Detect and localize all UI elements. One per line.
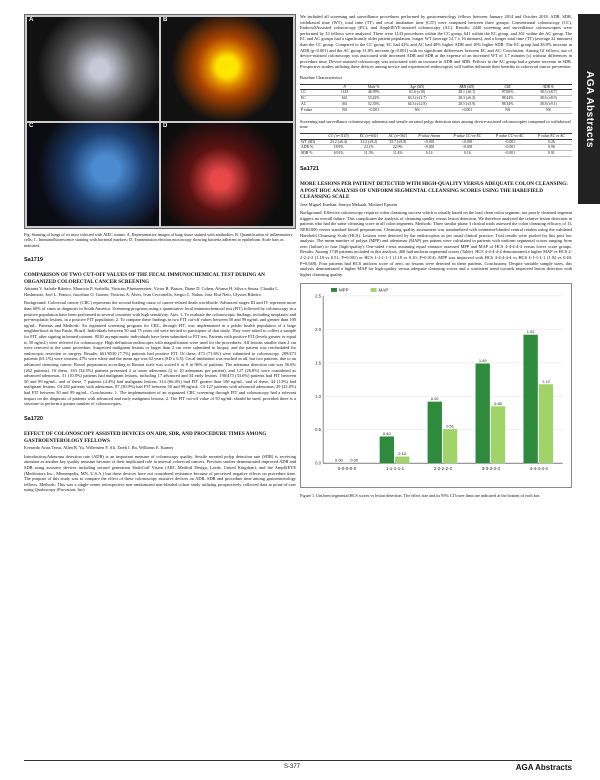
figure-panel-d bbox=[161, 123, 293, 226]
bar-map bbox=[395, 457, 409, 464]
table-cell: 641 bbox=[333, 96, 357, 102]
x-tick-label: 2-2-2-2-2 bbox=[433, 466, 453, 472]
abstract-title: MORE LESIONS PER PATIENT DETECTED WITH HIGH-QUALITY VERSUS ADEQUATE COLON CLEANSING: A POST HOC ANALYSIS OF UNIFORM SEGMENTAL CLEANSING SCORES USING THE HAREFIELD CLEANSING SCALE bbox=[300, 181, 568, 201]
table-cell: 11.3% bbox=[354, 151, 383, 157]
table-cell: 23.2 (±6.4) bbox=[323, 139, 355, 145]
table-cell: 18.9% bbox=[323, 145, 355, 151]
legend-swatch bbox=[331, 288, 337, 292]
table-cell: 6.91% bbox=[323, 151, 355, 157]
table-cell: 0.16 bbox=[446, 151, 488, 157]
table-cell: 0.96 bbox=[531, 145, 572, 151]
abstract-title: EFFECT OF COLONOSCOPY ASSISTED DEVICES ON ADR, SDR, AND PROCEDURE TIMES AMONG GASTROENTEROLOGY FELLOWS bbox=[24, 431, 267, 444]
table-header: AC (n=361) bbox=[383, 133, 412, 139]
data-label: 0.85 bbox=[494, 401, 502, 407]
panel-label: A bbox=[29, 17, 34, 23]
bar-map bbox=[491, 407, 505, 464]
table-cell: SDR % bbox=[300, 151, 323, 157]
panel-label: D bbox=[163, 123, 168, 129]
table-cell: 52.35% bbox=[356, 101, 391, 107]
abstract-body: Introduction:Adenoma detection rate (ADR) is an important measure of colonoscopy quality. Sessile serrated polyp detection rate (SDR) is receiving attention as another key quality measure because of their implicated role in interval colorectal cancers. Previous studies demonstrated improved ADR and SDR using assistive devices including second generation EndoCuff Vision (ARC Medical Design, Leeds, United Kingdom), and the AmplifEYE (Medivators Inc., Minneapolis, MN, U.S.A.) but these devices have not considered resistance because of perceived negative effects on procedure time. The purpose of this study was to compare the effect of these colonoscopy assistive devices on ADR, SDR and procedure time among gastroenterology fellows. Methods: This was a single-center retrospective non-randomized non-blinded cohort study utilizing prospectively collected data at point-of-care using Qualoscopy (Provation, Inc). bbox=[24, 453, 296, 493]
table-cell: 11.4% bbox=[383, 151, 412, 157]
table-header: EC (n=641) bbox=[354, 133, 383, 139]
table-cell: 31.2 (±9.2) bbox=[354, 139, 383, 145]
y-tick-label: 0.0 bbox=[314, 461, 322, 467]
table-cell: <0.001 bbox=[446, 139, 488, 145]
panel-label: B bbox=[163, 17, 168, 23]
detection-rate-table bbox=[300, 133, 572, 157]
abstract-body: Background: Effective colonoscopy requires colon cleansing success which is usually based on the lead clean colon segment, not poorly cleansed segment triggers an overall failure. This complicates the analysis of cleansing quality versus lesion detection. We therefore analyzed the relative lesion detection in patients who had the same cleansing score in all colon segments. Methods: Three similar phase 3 clinical trials assessed the colon cleansing efficacy of 1L NER1006 versus standard bowel preparations. Cleansing quality assessment was standardized with treatment-blinded central readers using the validated Harefield Cleansing Scale (HCS). Lesions were detected by the endoscopists as per usual clinical practice. Trial results were pooled for this post hoc analysis. The mean number of polyps (MPP) and adenomas (MAP) per patient were calculated in patients with uniform segmental scores ranging from zero (failure) to four (high-quality). One-sided t-tests assuming equal variance assessed MPP and MAP of HCS 4-4-4-4-4 versus lower score groups. Results: Among 1749 patients included in this analysis, 468 had uniform segmental scores (Table). HCS 4-4-4-4-4 demonstrated a higher MAP vs HCS 2-2-2-2-2 (1.18 vs 0.51; P=0.001) or HCS 1-1-1-1-1 (1.18 vs 0.10; P=0.014). MPP was improved with HCS 4-4-4-4-4 vs HCS 1-1-1-1-1 (1.92 vs 0.40; P=0.048). Four patients had HCS uniform score of zero, no lesions were detected in these patients. Conclusions: Despite variable sample sizes, this analysis demonstrated a higher MAP for high-quality versus adequate cleansing scores and a consistent trend towards improved lesion detection with higher cleansing quality. bbox=[300, 210, 572, 277]
table-cell: 63.3 (±12.7) bbox=[391, 96, 443, 102]
table-label: Baseline Characteristics bbox=[300, 74, 343, 80]
legend-label: MPP bbox=[338, 287, 349, 293]
abstract-id: Sa1720 bbox=[24, 415, 43, 422]
table-header: N bbox=[333, 84, 357, 90]
table-header: P value Anova bbox=[412, 133, 446, 139]
table-cell: 98.44% bbox=[490, 96, 524, 102]
table-header: P value CC-vs-EC bbox=[446, 133, 488, 139]
table-cell: 61.6 (±10) bbox=[391, 90, 443, 96]
data-label: 0.40 bbox=[382, 431, 391, 437]
legend-swatch bbox=[371, 288, 377, 292]
microscopy-figure bbox=[24, 14, 296, 229]
table-cell: <0.001 bbox=[489, 139, 531, 145]
abstract-body-continued: We included all screening and surveillance procedures performed by gastroenterology fellows between January 2014 and October 2018. ADR, SDR, withdrawal time (WT), total time (TT) and cecal intubation time (CIT) were compared between three groups: Conventional colonoscopy (CC), EndocuffAssisted colonoscopy (EC), and AmplifEYE-assisted colonoscopy (AC). Results: 2440 screening and surveillance colonoscopies were performed by 33 fellows were analyzed. There were 1143 procedures within the CC group, 641 within the EC group, and 361 within the AC group. The EC and AC groups had a significantly older patient population, longer WT (average 12.7 ± 16 minutes), and a longer total time (TT) (average 22 minutes) than the CC group. Compared to the CC group, EC had 42% and AC had 48% higher ADR and 10% higher SDR. The EC group had 28.8% increase in ADR (p<0.001) and the AC group 31.8% increase (p<0.001) with no significant differences between EC and AC. Conclusion: Among GI fellows, use of device-assisted colonoscopy was associated with increased ADR and SDR at the expense of an increased WT of 1.7 minutes (c) without differences in procedure time. Device-assisted colonoscopy was associated with an increase in ADR and SDR. Fellows in the AC group had a greater increase in SDR. Prospective studies utilizing these devices among novice and experienced endoscopists will further delineate their benefits in colorectal cancer prevention. bbox=[300, 14, 572, 70]
table-header: Male % bbox=[356, 84, 391, 90]
abstract-authors: Jose Miguel Esteban, Soniya Mekaali, Michael Epstein bbox=[300, 201, 398, 207]
x-tick-label: 3-3-3-3-3 bbox=[481, 466, 500, 472]
table-header: CIR bbox=[490, 84, 524, 90]
data-label: 0.92 bbox=[430, 396, 439, 402]
table-cell: <0.001 bbox=[489, 145, 531, 151]
figure-panel-b bbox=[161, 17, 293, 121]
abstract-id: Sa1719 bbox=[24, 256, 43, 263]
bar-mpp bbox=[523, 335, 537, 464]
section-tab-label: AGA Abstracts bbox=[583, 70, 595, 148]
y-tick-label: 1.0 bbox=[314, 394, 322, 400]
abstract-title: COMPARISON OF TWO CUT-OFF VALUES OF THE FECAL IMMUNOCHEMICAL TEST DURING AN ORGANIZED COLORECTAL CANCER SCREENING bbox=[24, 272, 265, 285]
bar-map bbox=[443, 430, 457, 464]
table-cell: 22.9% bbox=[383, 145, 412, 151]
baseline-table bbox=[300, 84, 572, 114]
journal-name: AGA Abstracts bbox=[515, 763, 572, 772]
figure-caption: Figure 1. Uniform segmental HCS scores vs lesion detection. The effect size and its 95% CI lower limit are indicated at the bottom of each bar. bbox=[300, 493, 540, 499]
table-cell: 38.6 (±8.9) bbox=[525, 96, 572, 102]
table-cell: 28.3 (±6.3) bbox=[443, 96, 490, 102]
table-cell: 98.34% bbox=[490, 101, 524, 107]
table-cell: <0.001 bbox=[412, 145, 446, 151]
bar-mpp bbox=[476, 364, 490, 464]
figure-caption: Fig. Staining of lungs of wt mice infected with AIEC strains. A. Representative images of lung tissue stained with antibodies; B. Quantification of inflammatory cells; C. Immunofluorescence staining with bacterial markers; D. Transmission electron microscopy showing bacteria adherent to epithelium. Scale bars as indicated. bbox=[24, 232, 293, 248]
table-cell: 0.14 bbox=[412, 151, 446, 157]
table-cell: 38.8 (±9.1) bbox=[525, 101, 572, 107]
section-tab bbox=[578, 14, 600, 204]
table-cell: P value bbox=[300, 107, 333, 113]
table-row bbox=[300, 151, 572, 157]
x-tick-label: 1-1-1-1-1 bbox=[385, 466, 405, 472]
table-cell: 0.91 bbox=[531, 151, 572, 157]
x-tick-label: 0-0-0-0-0 bbox=[337, 466, 357, 472]
panel-label: C bbox=[29, 123, 34, 129]
data-label: 0.00 bbox=[350, 458, 359, 464]
table-cell: <0.001 bbox=[489, 151, 531, 157]
y-tick-label: 2.5 bbox=[314, 293, 322, 299]
y-tick-label: 2.0 bbox=[314, 327, 322, 333]
x-tick-label: 4-4-4-4-4 bbox=[529, 466, 548, 472]
table-cell: 53.42% bbox=[356, 96, 391, 102]
table-cell: <0.001 bbox=[356, 107, 391, 113]
table-cell: 0.26 bbox=[531, 139, 572, 145]
data-label: 1.92 bbox=[526, 329, 535, 335]
data-label: 1.18 bbox=[542, 379, 550, 385]
y-tick-label: 0.5 bbox=[314, 427, 322, 433]
abstract-id: Sa1721 bbox=[300, 165, 319, 172]
table-cell: NS bbox=[333, 107, 357, 113]
table-header: ADR % bbox=[525, 84, 572, 90]
table-cell: 28.1 (±6.1) bbox=[443, 90, 490, 96]
table-cell: <0.001 bbox=[446, 145, 488, 151]
data-label: 1.49 bbox=[478, 358, 487, 364]
y-tick-label: 1.5 bbox=[314, 360, 322, 366]
table-cell: 23.1% bbox=[354, 145, 383, 151]
table-header: BMI (SD) bbox=[443, 84, 490, 90]
table-row bbox=[300, 107, 572, 113]
table-cell: 64.3 (±12.9) bbox=[391, 101, 443, 107]
table-cell: 46.59% bbox=[356, 90, 391, 96]
data-label: 0.51 bbox=[446, 424, 454, 430]
table-cell: NS bbox=[391, 107, 443, 113]
bar-mpp bbox=[428, 402, 442, 464]
table-cell: <0.001 bbox=[443, 107, 490, 113]
table-cell: 28.5 (±5.9) bbox=[443, 101, 490, 107]
table-cell: <0.001 bbox=[412, 139, 446, 145]
table-cell: AC bbox=[300, 101, 333, 107]
table-cell: 1143 bbox=[333, 90, 357, 96]
table-header: P value CC-vs-AC bbox=[489, 133, 531, 139]
table-cell: 38.5 (±8.7) bbox=[525, 90, 572, 96]
table-label: Screening and surveillance colonoscopy adenoma and sessile serrated polyp detection rates among device-assisted colonoscopies compared to withdrawal time bbox=[300, 118, 571, 130]
table-cell: 97.66% bbox=[490, 90, 524, 96]
table-cell: 33.7 (±9.8) bbox=[383, 139, 412, 145]
abstract-authors: Everardo Arias Tersu, Allen R. Yu, Willemien F. Ali, Tarek I. Ra, Williams E. Karnes bbox=[24, 445, 174, 451]
legend-label: MAP bbox=[378, 287, 389, 293]
table-cell: WT (SD) bbox=[300, 139, 323, 145]
table-cell: 361 bbox=[333, 101, 357, 107]
right-column bbox=[300, 14, 572, 498]
bar-mpp bbox=[380, 437, 394, 464]
table-header: P value EC vs AC bbox=[531, 133, 572, 139]
left-column bbox=[24, 14, 296, 493]
table-header: CC (n=1143) bbox=[323, 133, 355, 139]
abstract-body: Background: Colorectal cancer (CRC) represents the second leading cause of cancer-related death worldwide. Advanced stages III and IV represent more than 60% of cases at diagnosis in South America. Screening programs using a quantitative fecal immunochemical test (FIT) followed by colonoscopy in a positive population have been performed in several countries with high sensitivity. Aim: 1. To evaluate the colonoscopic findings, including neoplastic and pre-neoplastic lesions, in a positive FIT population; 2. To compare these findings in two FIT cut-off values between 50 and 99 ng/mL and greater than 100 ng/mL. Patients and Methods: An organized screening program for CRC, through FIT, was implemented in a public health population of a large neighborhood in Sao Paulo, Brazil. Individuals between 50 and 75 years old were invited to participate of that study. They were asked to collect a sample for FIT, after signing informed consent. 8530 asymptomatic individuals have been submitted to FIT test. Patients with positive FIT (levels greater or equal to 50 ng/mL) were referred for colonoscopy. High definition endoscopes with magnification were used for the procedures. All lesions smaller than 2 cm were resected at the same procedure. Suspected malignant lesions or larger than 2 cm were submitted to biopsy, and the patient was rescheduled for endoscopic resection or surgery. Results: 661/8530 (7.7%) patients had positive FIT. Of these, 473 (71.6%) were submitted to colonoscopy. 289/473 patients (61.1%) were women; 47% were white and the mean age was 62 years (SD ± 6.5). Cecal intubation was reached in all, but two patients, due to an advanced stenosing cancer. Bowel preparation according to Boston scale was scored 6 or 9 in 96% of patients. The adenoma detection rate was 56.6% (262 patients). Of these, 163 (34.5%) patients presented 2 or more adenomas (2 to 10 adenomas per patient), and 127 (26.8%) were considered as advanced adenomas. 51 (10.8%) patients had malignant lesions, including 17 advanced and 34 early lesions. 190/473 (33.6%) patients had FIT between 50 and 99 ng/mL, and of these, 7 patients (4.4%) had malignant lesions. 314 (66.4%) had FIT greater than 100 ng/mL, and of these, 44 (14%) had malignant lesions. Of 282 patients with adenomas, 87 (30.9%) had FIT between 50 and 99 ng/mL. Of 127 patients with advanced adenomas, 29 (22.8%) had FIT between 50 and 99 ng/mL. Conclusions: 1. The implementation of an organized CRC screening through FIT and colonoscopy had a relevant impact on the diagnosis of patients with advanced and early malignant lesions; 2. The FIT cut-off value of 50 ng/mL should be used, provided there is a structure to perform a greater number of colonoscopies. bbox=[24, 300, 296, 407]
page-number: S-377 bbox=[284, 764, 301, 770]
bar-map bbox=[539, 385, 553, 464]
table-cell: ADR % bbox=[300, 145, 323, 151]
table-cell: EC bbox=[300, 96, 333, 102]
abstract-authors: Adriana V. Safatle-Ribeiro, Mauricio P. Sorbello, Vinicius Pfuetzenreiter, Victor R. Bastos, Diane D. Cohen, Afonso H. Silva e Souza, Claudia L. Hashimoto, Joel L. Franco, Juscelino O. Gomes, Vinicius A. Alves, Ivan Cecconello, Sergio C. Nahas, Jose Eluf Neto, Ulysses Ribeiro bbox=[24, 286, 280, 297]
table-header: Age (SD) bbox=[391, 84, 443, 90]
data-label: 0.10 bbox=[398, 451, 407, 457]
page-footer bbox=[24, 760, 572, 772]
table-cell: NS bbox=[490, 107, 524, 113]
lesion-detection-chart bbox=[300, 283, 572, 488]
data-label: 0.00 bbox=[335, 458, 343, 464]
figure-panel-a bbox=[27, 17, 159, 121]
table-cell: NS bbox=[525, 107, 572, 113]
table-cell: CC bbox=[300, 90, 333, 96]
figure-panel-c bbox=[27, 123, 159, 226]
